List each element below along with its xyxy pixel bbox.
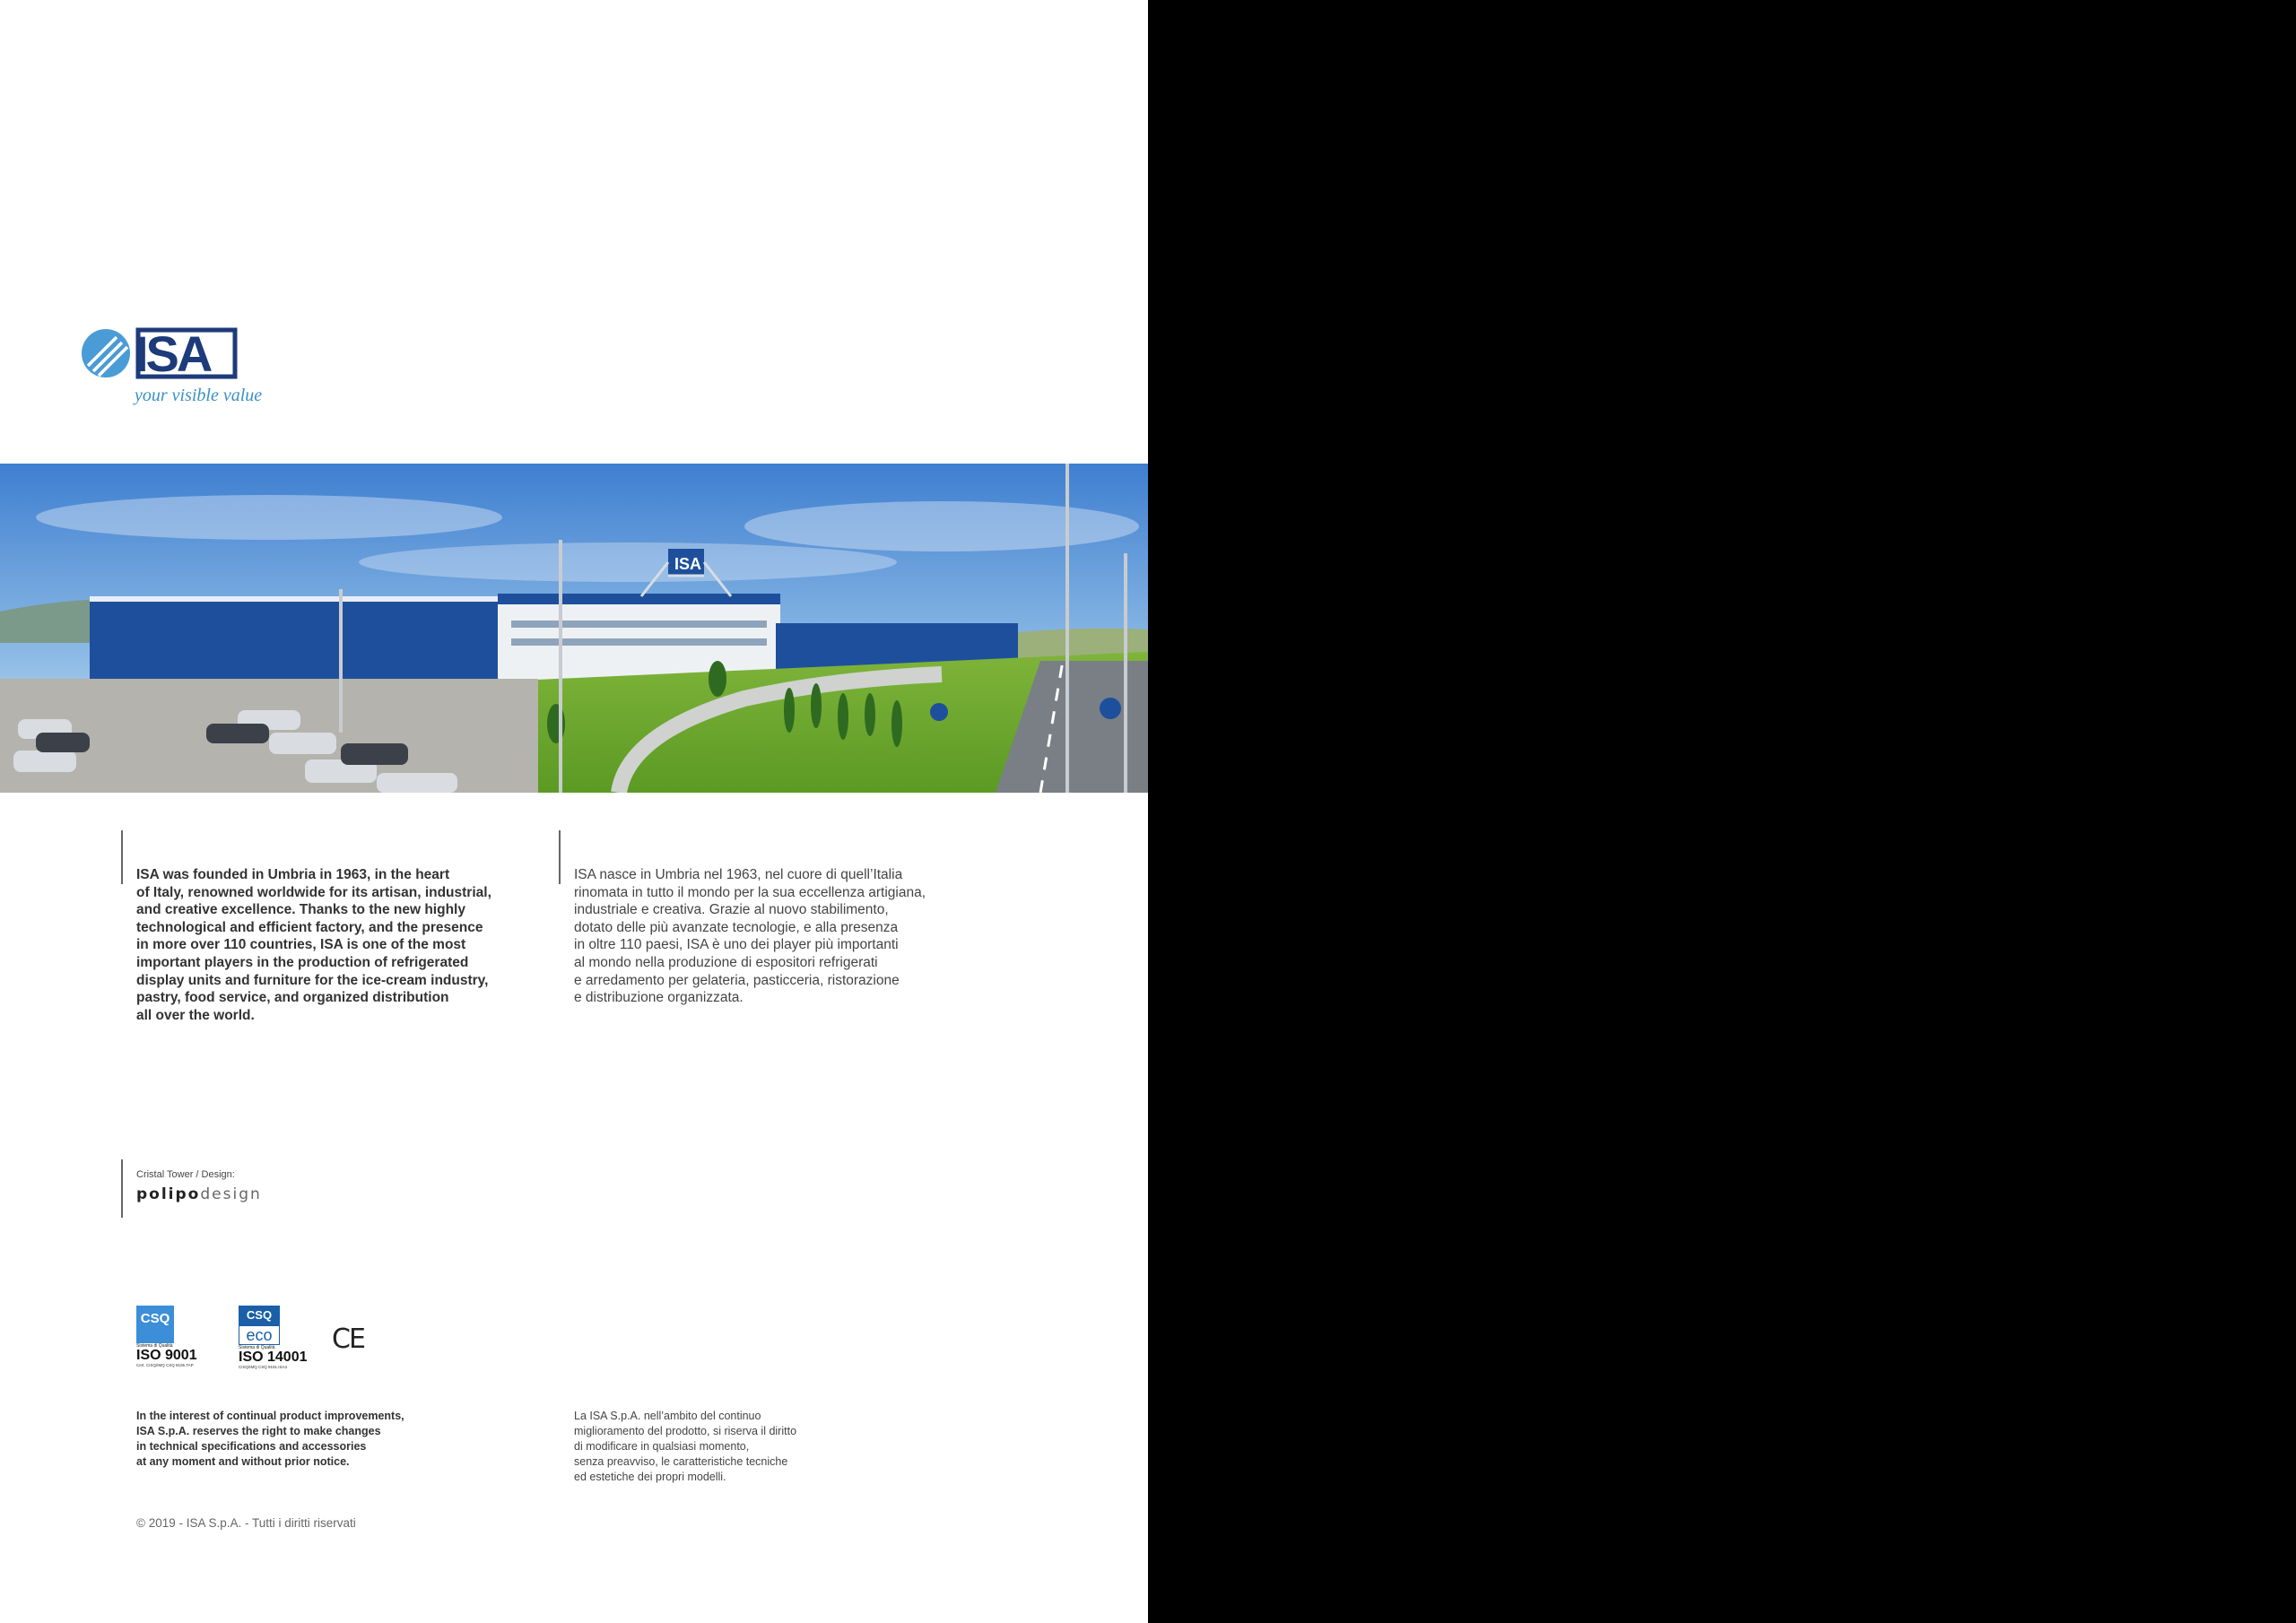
intro-english: ISA was founded in Umbria in 1963, in the heart of Italy, renowned worldwide for its artisan, industrial, and creative excellence. Thanks to the new highly technological and efficient factory, and the presence in more over 110 countries, ISA is one of the most important players in the production of refrigerated display units and furniture for the ice-cream industry, pastry, food service, and organized distribution all over the world. [136,867,491,1023]
design-credit-label: Cristal Tower / Design: [136,1169,235,1180]
svg-text:ISA: ISA [674,555,702,573]
cert-subtitle: Sistema di Qualità [136,1343,173,1349]
intro-italian: ISA nasce in Umbria nel 1963, nel cuore di quell’Italia rinomata in tutto il mondo per la sua eccellenza artigiana, industriale e creativa. Grazie al nuovo stabilimento, dotato delle più avanzate tecnologie, e alla presenza in oltre 110 paesi, ISA è uno dei player più importanti al mondo nella produzione di espositori refrigerati e arredamento per gelateria, pasticceria, ristorazione e distribuzione organizzata. [574,867,926,1006]
black-background-area [1148,0,2296,1623]
logo-tagline: your visible value [135,386,263,405]
isa-logo-mark [81,325,287,387]
iso-standard: ISO 9001 [136,1348,197,1363]
credit-divider [121,1159,123,1218]
divider-it [559,830,561,884]
iso-9001-badge [136,1306,217,1367]
ce-mark-icon: CE [332,1324,364,1355]
iso-standard: ISO 14001 [239,1350,308,1365]
iso-14001-badge [239,1306,319,1369]
polipo-brand-light: design [200,1185,262,1203]
notice-italian: La ISA S.p.A. nell’ambito del continuo miglioramento del prodotto, si riserva il diritto di modificare in qualsiasi momento, senza preavviso, le caratteristiche tecniche ed estetiche dei propri modelli. [574,1410,797,1483]
factory-photo [0,464,1148,793]
polipo-design-logo [136,1185,262,1203]
cert-code: CISQ/IMQ CSQ 9191.ISA3 [239,1365,288,1369]
polipo-brand-bold: polipo [136,1185,201,1203]
notice-english: In the interest of continual product improvements, ISA S.p.A. reserves the right to make changes in technical specifications and accessories at any moment and without prior notice. [136,1410,404,1468]
cert-subtitle: Sistema di Qualità [239,1345,275,1350]
copyright: © 2019 - ISA S.p.A. - Tutti i diritti riservati [136,1516,356,1530]
isa-logo-text: ISA [135,325,211,382]
divider-en [121,830,123,884]
eco-badge-icon: eco [239,1325,280,1345]
csq-badge-icon: CSQ [239,1306,280,1325]
csq-badge-icon: CSQ [136,1306,174,1343]
cert-code: Cert. CISQ/IMQ CSQ 9105.TAP [136,1363,194,1367]
